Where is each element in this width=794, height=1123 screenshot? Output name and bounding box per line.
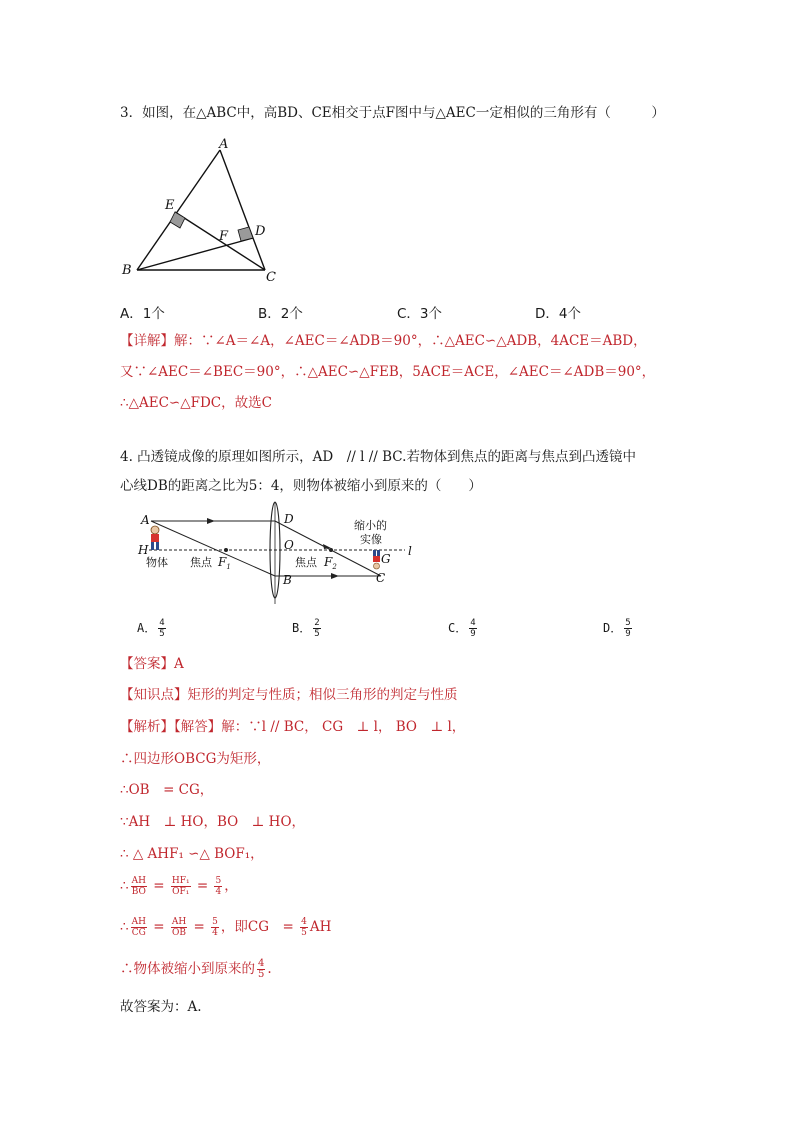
q3-option-b: B．2个 — [258, 306, 303, 322]
q4-stem-line-2: 心线DB的距离之比为5：4，则物体被缩小到原来的（ ） — [120, 478, 482, 494]
side-ab — [137, 150, 220, 270]
q3-solution-line-3: ∴△AEC∽△FDC，故选C — [120, 395, 272, 411]
label-f: F — [219, 229, 229, 244]
q3-triangle-figure — [115, 132, 285, 284]
label-focus-2: 焦点 — [295, 556, 317, 569]
q4-option-c: C． $\frac{4}{9}$ — [448, 618, 476, 639]
label-c: C — [376, 571, 386, 585]
label-h: H — [138, 543, 149, 557]
q3-stem: 3．如图，在△ABC中，高BD、CE相交于点F图中与△AEC一定相似的三角形有（ ） — [120, 105, 665, 121]
q3-option-c: C．3个 — [397, 306, 443, 322]
label-a: A — [141, 513, 150, 527]
right-angle-mark-e — [170, 212, 185, 228]
q4-step-3: ∵AH ⊥ HO，BO ⊥ HO， — [120, 814, 306, 830]
q3-option-a: A．1个 — [120, 306, 165, 322]
label-o: O — [284, 538, 294, 552]
label-e: E — [165, 198, 175, 213]
q4-analysis: 【解析】【解答】解：∵l // BC， CG ⊥ l， BO ⊥ l， — [120, 719, 466, 735]
q4-answer: 【答案】A — [120, 656, 184, 672]
q4-step-7: ∴物体被缩小到原来的 $\frac{4}{5}$ . — [120, 958, 272, 980]
focus-point-f1 — [224, 548, 228, 552]
ray-ab — [151, 521, 275, 576]
q3-option-d: D．4个 — [535, 306, 581, 322]
q4-step-2: ∴OB = CG， — [120, 782, 214, 798]
label-image-line-1: 缩小的 — [354, 519, 387, 532]
q4-stem-line-1: 4. 凸透镜成像的原理如图所示，AD // l // BC.若物体到焦点的距离与焦点到凸透镜中 — [120, 449, 636, 465]
label-d: D — [255, 224, 266, 239]
right-angle-mark-d — [238, 227, 253, 241]
q4-step-4: ∴ △ AHF₁ ∽△ BOF₁， — [120, 846, 264, 862]
label-image-line-2: 实像 — [360, 533, 382, 546]
q4-final-answer: 故答案为：A. — [120, 999, 202, 1015]
label-f2: $F_2$ — [324, 555, 337, 571]
label-a: A — [219, 137, 229, 152]
object-person-icon — [151, 526, 159, 550]
q4-step-6: ∴ $\frac{AH}{CG}$ = $\frac{AH}{OB}$ = $\frac{5}{4}$ ，即CG = $\frac{4}{5}$ AH — [120, 917, 332, 938]
label-object: 物体 — [146, 556, 168, 569]
label-b: B — [122, 263, 132, 278]
q4-step-1: ∴四边形OBCG为矩形， — [120, 751, 271, 767]
label-g: G — [381, 552, 391, 566]
arrow-ad — [207, 518, 215, 524]
q4-option-b: B． $\frac{2}{5}$ — [292, 618, 320, 639]
label-f1: $F_1$ — [218, 555, 231, 571]
label-c: C — [266, 270, 276, 284]
label-focus-1: 焦点 — [190, 556, 212, 569]
arrow-bc — [331, 573, 339, 579]
q4-lens-figure — [135, 500, 420, 608]
label-b: B — [283, 573, 292, 587]
arrow-dc — [323, 544, 331, 549]
q4-option-d: D． $\frac{5}{9}$ — [603, 618, 631, 639]
q4-option-a: A． $\frac{4}{5}$ — [137, 618, 165, 639]
side-ac — [220, 150, 265, 270]
q3-solution-line-1: 【详解】解：∵∠A＝∠A，∠AEC＝∠ADB＝90°，∴△AEC∽△ADB，4ACE＝ABD， — [120, 333, 647, 349]
focus-point-f2 — [329, 548, 333, 552]
label-d: D — [284, 512, 294, 526]
image-person-icon — [373, 550, 380, 569]
q4-knowledge: 【知识点】矩形的判定与性质；相似三角形的判定与性质 — [120, 687, 458, 703]
q4-step-5: ∴ $\frac{AH}{BO}$ = $\frac{\text{HF₁}}{\text{OF₁}}$ = $\frac{5}{4}$ ， — [120, 876, 238, 897]
altitude-bd — [137, 238, 253, 270]
q3-solution-line-2: 又∵∠AEC＝∠BEC＝90°，∴△AEC∽△FEB，5ACE＝ACE，∠AEC＝∠ADB＝90°， — [120, 364, 656, 380]
label-l: l — [408, 544, 412, 558]
